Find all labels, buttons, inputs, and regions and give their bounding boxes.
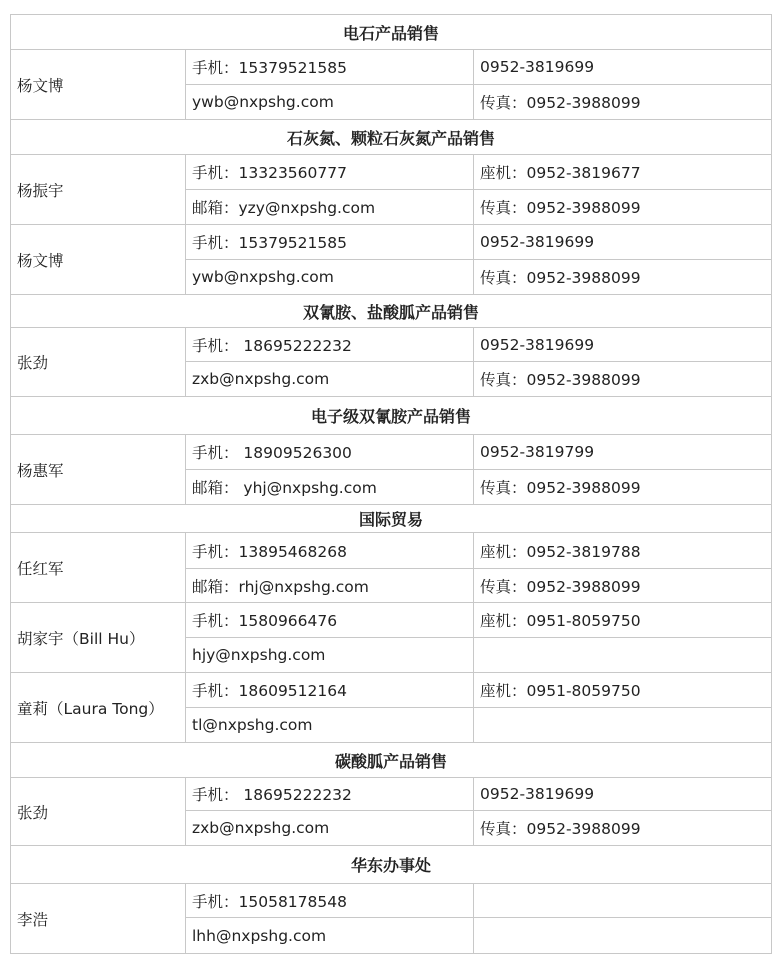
section-header-row: [11, 743, 772, 778]
contact-name: 杨文博: [11, 50, 186, 120]
contact-email[interactable]: 邮箱： yhj@nxpshg.com: [186, 470, 474, 505]
contact-phone: 传真：0952-3988099: [474, 811, 772, 846]
contact-row: [11, 673, 772, 708]
contact-mobile: 手机： 18695222232: [186, 328, 474, 362]
contact-phone: 传真：0952-3988099: [474, 190, 772, 225]
contact-row: [11, 50, 772, 85]
contact-email[interactable]: hjy@nxpshg.com: [186, 638, 474, 673]
contact-name: 任红军: [11, 533, 186, 603]
contact-table: [10, 14, 772, 954]
contact-mobile: 手机： 18909526300: [186, 435, 474, 470]
section-title: 电子级双氰胺产品销售: [11, 397, 772, 435]
section-title: 石灰氮、颗粒石灰氮产品销售: [11, 120, 772, 155]
contact-phone: 0952-3819799: [474, 435, 772, 470]
contact-name: 胡家宇（Bill Hu）: [11, 603, 186, 673]
contact-email[interactable]: zxb@nxpshg.com: [186, 362, 474, 397]
section-title: 电石产品销售: [11, 15, 772, 50]
contact-sheet: [10, 14, 771, 954]
contact-phone: 0952-3819699: [474, 225, 772, 260]
contact-phone: [474, 638, 772, 673]
contact-name: 杨振宇: [11, 155, 186, 225]
section-title: 双氰胺、盐酸胍产品销售: [11, 295, 772, 328]
contact-email[interactable]: lhh@nxpshg.com: [186, 918, 474, 954]
contact-row: [11, 778, 772, 811]
contact-phone: 传真：0952-3988099: [474, 362, 772, 397]
contact-mobile: 手机：15379521585: [186, 225, 474, 260]
section-header-row: [11, 120, 772, 155]
contact-phone: [474, 884, 772, 918]
contact-phone: 传真：0952-3988099: [474, 260, 772, 295]
contact-email[interactable]: tl@nxpshg.com: [186, 708, 474, 743]
contact-mobile: 手机：1580966476: [186, 603, 474, 638]
contact-phone: 传真：0952-3988099: [474, 470, 772, 505]
contact-mobile: 手机：18609512164: [186, 673, 474, 708]
contact-phone: 座机：0952-3819788: [474, 533, 772, 569]
contact-mobile: 手机：15058178548: [186, 884, 474, 918]
contact-phone: 0952-3819699: [474, 50, 772, 85]
contact-email[interactable]: 邮箱：rhj@nxpshg.com: [186, 569, 474, 603]
contact-mobile: 手机：13895468268: [186, 533, 474, 569]
contact-row: [11, 435, 772, 470]
section-title: 碳酸胍产品销售: [11, 743, 772, 778]
contact-mobile: 手机：15379521585: [186, 50, 474, 85]
contact-email[interactable]: zxb@nxpshg.com: [186, 811, 474, 846]
contact-phone: 传真：0952-3988099: [474, 85, 772, 120]
section-title: 华东办事处: [11, 846, 772, 884]
contact-email[interactable]: 邮箱：yzy@nxpshg.com: [186, 190, 474, 225]
section-title: 国际贸易: [11, 505, 772, 533]
contact-email[interactable]: ywb@nxpshg.com: [186, 85, 474, 120]
contact-phone: 0952-3819699: [474, 328, 772, 362]
contact-row: [11, 603, 772, 638]
contact-email[interactable]: ywb@nxpshg.com: [186, 260, 474, 295]
section-header-row: [11, 505, 772, 533]
contact-phone: [474, 918, 772, 954]
contact-name: 李浩: [11, 884, 186, 954]
section-header-row: [11, 846, 772, 884]
contact-row: [11, 884, 772, 918]
section-header-row: [11, 295, 772, 328]
section-header-row: [11, 15, 772, 50]
contact-mobile: 手机：13323560777: [186, 155, 474, 190]
contact-name: 张劲: [11, 328, 186, 397]
contact-name: 杨惠军: [11, 435, 186, 505]
contact-row: [11, 533, 772, 569]
contact-mobile: 手机： 18695222232: [186, 778, 474, 811]
contact-phone: 0952-3819699: [474, 778, 772, 811]
contact-phone: 座机：0952-3819677: [474, 155, 772, 190]
contact-phone: 座机：0951-8059750: [474, 603, 772, 638]
contact-name: 童莉（Laura Tong）: [11, 673, 186, 743]
contact-row: [11, 225, 772, 260]
contact-name: 张劲: [11, 778, 186, 846]
contact-name: 杨文博: [11, 225, 186, 295]
contact-phone: 座机：0951-8059750: [474, 673, 772, 708]
contact-row: [11, 155, 772, 190]
contact-phone: [474, 708, 772, 743]
section-header-row: [11, 397, 772, 435]
contact-row: [11, 328, 772, 362]
contact-phone: 传真：0952-3988099: [474, 569, 772, 603]
